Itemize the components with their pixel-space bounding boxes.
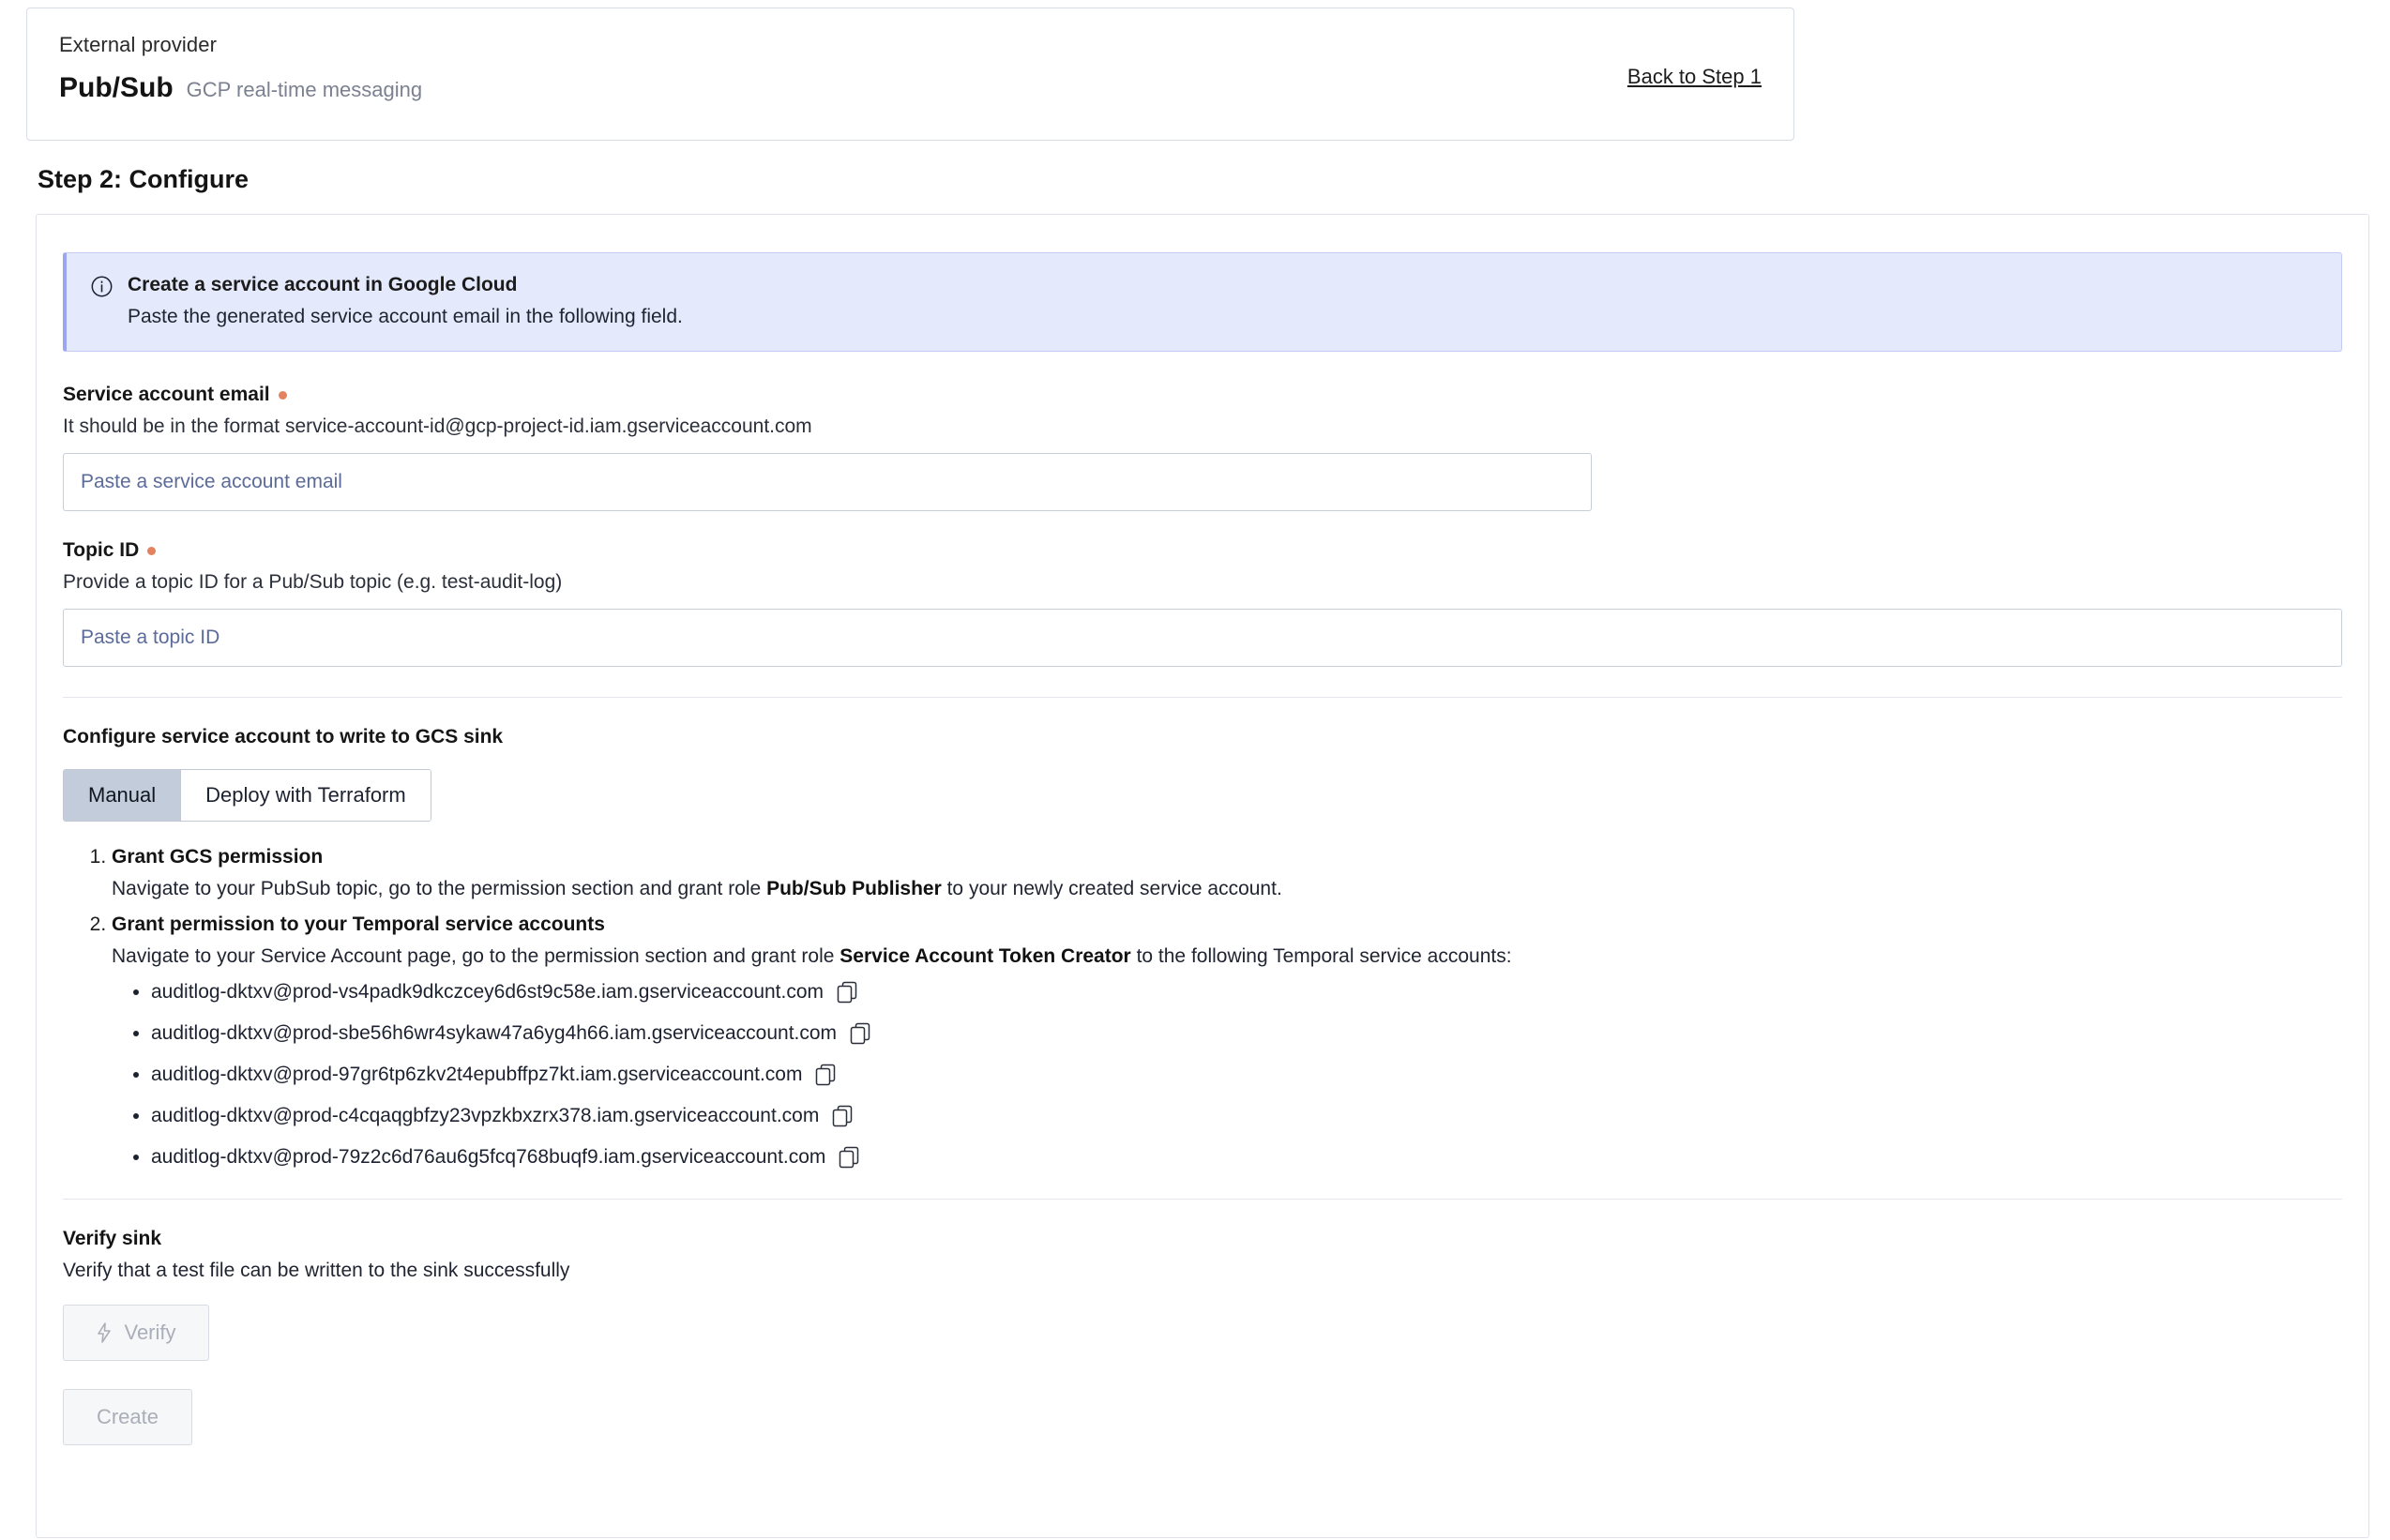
- info-banner-text: [128, 274, 683, 328]
- service-account-email-value: • auditlog-dktxv@prod-vs4padk9dkczcey6d6st9c58e.iam.gserviceaccount.com: [151, 981, 824, 1003]
- list-item: [151, 1105, 2342, 1127]
- service-account-row: [151, 1064, 836, 1086]
- bolt-icon: [96, 1322, 113, 1343]
- topic-id-placeholder: Paste a topic ID: [81, 627, 220, 648]
- provider-subtitle: GCP real-time messaging: [186, 78, 423, 101]
- list-item: [151, 1064, 2342, 1086]
- topic-id-input[interactable]: [63, 609, 2342, 667]
- sink-section-label: Configure service account to write to GCS sink: [63, 726, 504, 747]
- external-provider-card: [26, 8, 1794, 141]
- copy-icon[interactable]: [839, 1146, 859, 1169]
- sink-step-2-role: Service Account Token Creator: [840, 945, 1131, 967]
- required-dot-icon: [279, 391, 287, 400]
- sink-method-tabs: [63, 769, 431, 822]
- sink-step-1: [112, 846, 2342, 900]
- copy-icon[interactable]: [832, 1105, 853, 1127]
- sink-step-2-heading: Grant permission to your Temporal service accounts: [112, 913, 605, 935]
- topic-id-label-text: Topic ID: [63, 539, 140, 561]
- list-item: [151, 1146, 2342, 1169]
- back-to-step-1-link[interactable]: Back to Step 1: [1626, 65, 1762, 88]
- copy-icon[interactable]: [837, 981, 857, 1004]
- sink-step-1-heading: Grant GCS permission: [112, 846, 324, 868]
- service-account-email-value: • auditlog-dktxv@prod-sbe56h6wr4sykaw47a6yg4h66.iam.gserviceaccount.com: [151, 1022, 838, 1044]
- service-account-email-value: • auditlog-dktxv@prod-c4cqaqgbfzy23vpzkbxzrx378.iam.gserviceaccount.com: [151, 1105, 820, 1126]
- sink-step-2: [112, 913, 2342, 1169]
- divider: [63, 1199, 2342, 1200]
- sink-step-2-text: [112, 945, 2342, 968]
- verify-button[interactable]: [63, 1305, 209, 1361]
- temporal-service-account-list: [112, 981, 2342, 1169]
- required-dot-icon: [147, 547, 156, 555]
- service-account-row: [151, 1146, 859, 1169]
- page-title: Step 2: Configure: [38, 165, 250, 193]
- verify-sink-title: Verify sink: [63, 1228, 162, 1249]
- verify-button-label: Verify: [124, 1321, 176, 1344]
- sink-step-1-text-before: Navigate to your PubSub topic, go to the permission section and grant role: [112, 878, 767, 899]
- sink-step-1-text: [112, 878, 2342, 900]
- sink-steps-list: [63, 846, 2342, 1169]
- service-account-email-value: • auditlog-dktxv@prod-97gr6tp6zkv2t4epubffpz7kt.iam.gserviceaccount.com: [151, 1064, 803, 1085]
- sink-step-1-text-after: to your newly created service account.: [941, 878, 1282, 899]
- copy-icon[interactable]: [850, 1022, 870, 1045]
- divider: [63, 697, 2342, 698]
- service-account-email-label: [63, 384, 2342, 406]
- info-banner-title: Create a service account in Google Cloud: [128, 274, 518, 295]
- info-circle-icon: [91, 276, 113, 297]
- provider-name: Pub/Sub: [59, 72, 174, 103]
- copy-icon[interactable]: [815, 1064, 836, 1086]
- topic-id-hint: Provide a topic ID for a Pub/Sub topic (e.g. test-audit-log): [63, 571, 563, 593]
- service-account-row: [151, 981, 857, 1004]
- sink-step-2-text-after: to the following Temporal service accounts:: [1130, 945, 1512, 967]
- create-button[interactable]: [63, 1389, 192, 1445]
- service-account-email-placeholder: Paste a service account email: [81, 471, 342, 492]
- topic-id-label: [63, 539, 2342, 562]
- info-banner-body: Paste the generated service account email in the following field.: [128, 306, 683, 327]
- list-item: [151, 981, 2342, 1004]
- service-account-email-input[interactable]: [63, 453, 1592, 511]
- info-banner: [63, 252, 2342, 352]
- sink-step-2-text-before: Navigate to your Service Account page, go to the permission section and grant role: [112, 945, 840, 967]
- sink-step-1-role: Pub/Sub Publisher: [766, 878, 942, 899]
- service-account-email-hint: It should be in the format service-account-id@gcp-project-id.iam.gserviceaccount.com: [63, 415, 812, 437]
- verify-sink-subtitle: Verify that a test file can be written to the sink successfully: [63, 1260, 570, 1281]
- list-item: [151, 1022, 2342, 1045]
- configure-card: [36, 214, 2369, 1538]
- external-provider-eyebrow: External provider: [59, 33, 217, 56]
- service-account-row: [151, 1022, 870, 1045]
- service-account-email-value: • auditlog-dktxv@prod-79z2c6d76au6g5fcq768buqf9.iam.gserviceaccount.com: [151, 1146, 826, 1168]
- tab-deploy-with-terraform[interactable]: Deploy with Terraform: [180, 770, 431, 821]
- create-button-label: Create: [96, 1405, 159, 1428]
- provider-name-row: [59, 72, 1762, 104]
- tab-manual[interactable]: Manual: [64, 770, 180, 821]
- service-account-email-label-text: Service account email: [63, 384, 270, 405]
- service-account-row: [151, 1105, 853, 1127]
